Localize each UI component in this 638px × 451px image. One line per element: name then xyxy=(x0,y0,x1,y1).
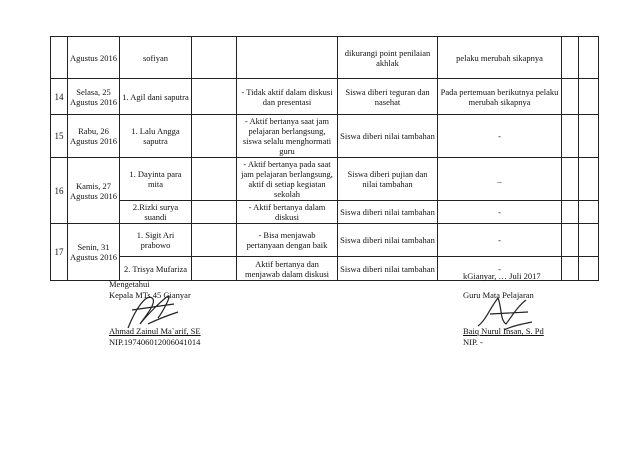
row-empty-cell xyxy=(579,201,599,224)
row-empty-cell xyxy=(562,79,579,115)
right-sign-name: Baiq Nurul Insan, S. Pd xyxy=(463,326,544,336)
row-behavior: - Tidak aktif dalam diskusi dan presentasi xyxy=(237,79,338,115)
row-date: Agustus 2016 xyxy=(68,37,120,79)
table-row xyxy=(51,79,599,115)
row-result: - xyxy=(438,115,562,158)
table-row xyxy=(51,224,599,257)
table-row xyxy=(51,201,599,224)
table-row xyxy=(51,158,599,201)
row-empty-cell xyxy=(192,257,237,281)
table-row xyxy=(51,37,599,79)
row-behavior: - Bisa menjawab pertanyaan dengan baik xyxy=(237,224,338,257)
behavior-record-table xyxy=(50,36,599,281)
table-row xyxy=(51,115,599,158)
row-empty-cell xyxy=(562,201,579,224)
row-followup: Siswa diberi teguran dan nasehat xyxy=(338,79,438,115)
row-empty-cell xyxy=(579,79,599,115)
row-empty-cell xyxy=(562,257,579,281)
row-behavior: - Aktif bertanya pada saat jam pelajaran berlangsung, aktif di setiap kegiatan sekolah xyxy=(237,158,338,201)
row-behavior: - Aktif bertanya saat jam pelajaran berlangsung, siswa selalu menghormati guru xyxy=(237,115,338,158)
right-sign-role: Guru Mata Pelajaran xyxy=(463,290,534,300)
row-student: 1. Lalu Angga saputra xyxy=(120,115,192,158)
row-date: Rabu, 26 Agustus 2016 xyxy=(68,115,120,158)
row-followup: Siswa diberi nilai tambahan xyxy=(338,257,438,281)
row-empty-cell xyxy=(562,224,579,257)
right-sign-place-date: kGianyar, … Juli 2017 xyxy=(463,271,541,281)
row-followup: dikurangi point penilaian akhlak xyxy=(338,37,438,79)
row-followup: Siswa diberi pujian dan nilai tambahan xyxy=(338,158,438,201)
row-result: - xyxy=(438,257,562,281)
left-sign-nip: NIP.197406012006041014 xyxy=(109,337,201,347)
row-number: 16 xyxy=(51,158,68,224)
row-empty-cell xyxy=(192,224,237,257)
row-empty-cell xyxy=(579,257,599,281)
row-number: 15 xyxy=(51,115,68,158)
row-empty-cell xyxy=(192,79,237,115)
row-result: _ xyxy=(438,158,562,201)
row-result: - xyxy=(438,224,562,257)
left-sign-office: Kepala MTs 45 Gianyar xyxy=(109,290,191,300)
row-followup: Siswa diberi nilai tambahan xyxy=(338,201,438,224)
row-empty-cell xyxy=(579,158,599,201)
row-student: 1. Agil dani saputra xyxy=(120,79,192,115)
row-behavior: - Aktif bertanya dalam diskusi xyxy=(237,201,338,224)
row-behavior: Aktif bertanya dan menjawab dalam diskusi xyxy=(237,257,338,281)
row-empty-cell xyxy=(562,37,579,79)
row-empty-cell xyxy=(192,115,237,158)
row-student: 1. Dayinta para mita xyxy=(120,158,192,201)
row-empty-cell xyxy=(192,201,237,224)
row-date: Kamis, 27 Agustus 2016 xyxy=(68,158,120,224)
row-followup: Siswa diberi nilai tambahan xyxy=(338,115,438,158)
row-empty-cell xyxy=(192,158,237,201)
row-student: 1. Sigit Ari prabowo xyxy=(120,224,192,257)
row-student: 2.Rizki surya suandi xyxy=(120,201,192,224)
row-date: Senin, 31 Agustus 2016 xyxy=(68,224,120,281)
row-behavior xyxy=(237,37,338,79)
row-empty-cell xyxy=(192,37,237,79)
row-followup: Siswa diberi nilai tambahan xyxy=(338,224,438,257)
row-number xyxy=(51,37,68,79)
row-number: 17 xyxy=(51,224,68,281)
row-student: sofiyan xyxy=(120,37,192,79)
row-empty-cell xyxy=(562,115,579,158)
row-result: pelaku merubah sikapnya xyxy=(438,37,562,79)
row-result: Pada pertemuan berikutnya pelaku merubah sikapnya xyxy=(438,79,562,115)
row-empty-cell xyxy=(579,115,599,158)
right-sign-nip: NIP. - xyxy=(463,337,483,347)
row-empty-cell xyxy=(562,158,579,201)
row-result: - xyxy=(438,201,562,224)
row-date: Selasa, 25 Agustus 2016 xyxy=(68,79,120,115)
row-empty-cell xyxy=(579,37,599,79)
left-sign-title: Mengetahui xyxy=(109,279,150,289)
row-student: 2. Trisya Mufariza xyxy=(120,257,192,281)
row-empty-cell xyxy=(579,224,599,257)
left-sign-name: Ahmad Zainul Ma`arif, SE xyxy=(109,326,201,336)
row-number: 14 xyxy=(51,79,68,115)
